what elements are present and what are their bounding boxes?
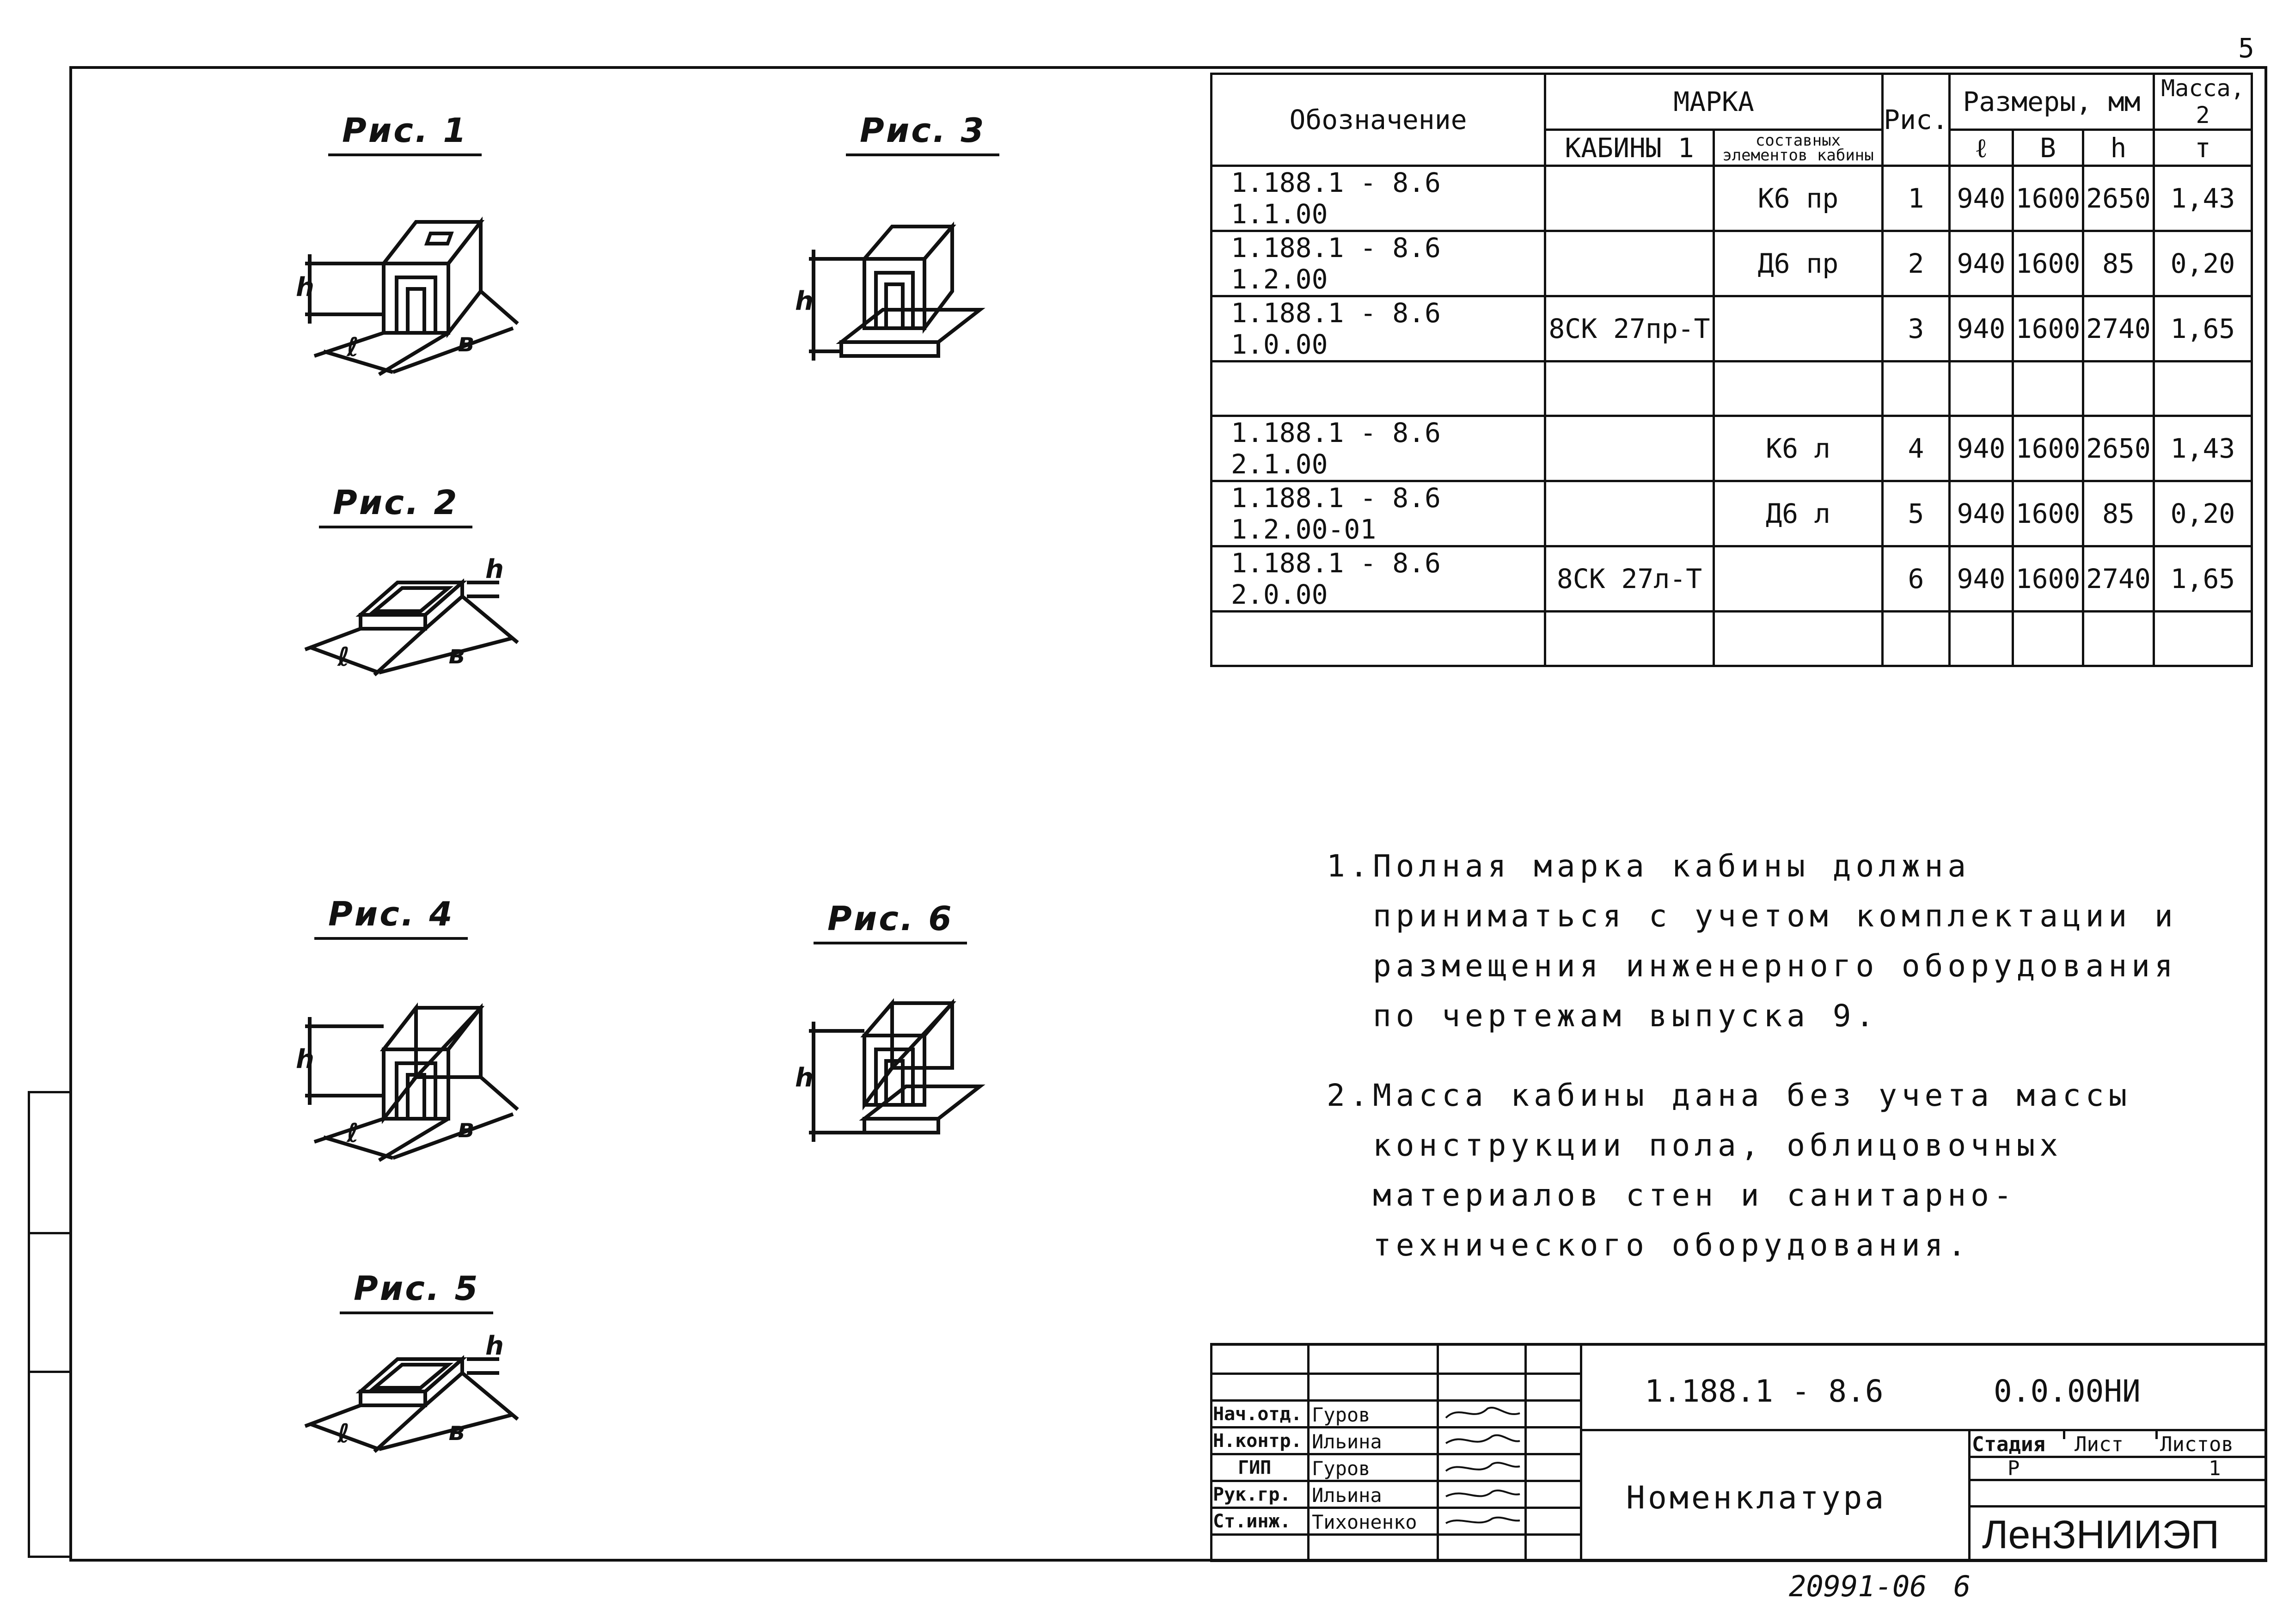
- cell-designation: 1.188.1 - 8.6 1.2.00-01: [1212, 481, 1545, 546]
- fig-5-dim-h: h: [485, 1331, 504, 1361]
- cell-h: 2740: [2083, 546, 2154, 612]
- archive-stamp: [1789, 1569, 1971, 1603]
- header-sizes: Размеры, мм: [1950, 74, 2154, 130]
- table-row: [1212, 296, 2252, 362]
- cell-h: [2083, 612, 2154, 666]
- cell-cabin: [1545, 481, 1714, 546]
- fig-4-cabin-drawing: [277, 989, 555, 1183]
- fig-5-label: Рис. 5: [340, 1269, 493, 1314]
- sheet-label: Лист: [2075, 1433, 2124, 1456]
- note-text: Полная марка кабины должна приниматься с учетом комплектации и размещения инженерного оборудования по чертежам выпуска 9.: [1373, 848, 2178, 1034]
- fig-1-label: Рис. 1: [328, 111, 482, 156]
- cell-designation: 1.188.1 - 8.6 2.1.00: [1212, 416, 1545, 481]
- title-block: [1210, 1343, 2267, 1562]
- note-number: 1.: [1327, 848, 1373, 884]
- cell-cabin: 8СК 27пр-Т: [1545, 296, 1714, 362]
- note-item: [1327, 841, 2228, 1041]
- binding-strip: [28, 1091, 69, 1558]
- header-h: h: [2083, 130, 2154, 166]
- cell-cabin: 8СК 27л-Т: [1545, 546, 1714, 612]
- fig-1-cabin-drawing: [277, 203, 555, 398]
- cell-fig: [1883, 362, 1950, 416]
- cell-fig: 5: [1883, 481, 1950, 546]
- cell-component: Д6 л: [1714, 481, 1883, 546]
- table-row: [1212, 166, 2252, 231]
- cell-component: К6 пр: [1714, 166, 1883, 231]
- cell-component: [1714, 546, 1883, 612]
- cell-l: 940: [1950, 481, 2013, 546]
- cell-component: [1714, 362, 1883, 416]
- fig-2-dim-l: ℓ: [337, 642, 350, 672]
- fig-2-label: Рис. 2: [319, 483, 472, 528]
- cell-fig: 2: [1883, 231, 1950, 296]
- fig-1-dim-h: h: [296, 272, 314, 302]
- header-designation: Обозначение: [1212, 74, 1545, 166]
- cell-h: 2650: [2083, 166, 2154, 231]
- staff-name-3: Ильина: [1312, 1484, 1382, 1507]
- archive-number-suffix: 6: [1953, 1569, 1971, 1603]
- staff-name-0: Гуров: [1312, 1403, 1371, 1426]
- cell-mass: 0,20: [2154, 481, 2252, 546]
- nomenclature-table: [1210, 73, 2253, 667]
- document-title: Номенклатура: [1626, 1480, 1887, 1516]
- fig-5-floor-drawing: [296, 1331, 555, 1484]
- fig-6-cabin-assembly-drawing: [786, 994, 1017, 1160]
- table-row: [1212, 231, 2252, 296]
- archive-number: 20991-06: [1789, 1569, 1927, 1603]
- cell-cabin: [1545, 612, 1714, 666]
- cell-b: 1600: [2013, 481, 2083, 546]
- note-item: [1327, 1071, 2228, 1270]
- header-b: В: [2013, 130, 2083, 166]
- organization-name: ЛенЗНИИЭП: [1982, 1513, 2220, 1557]
- cell-l: [1950, 612, 2013, 666]
- stage-value: Р: [2007, 1457, 2020, 1480]
- header-l: ℓ: [1950, 130, 2013, 166]
- table-row: [1212, 416, 2252, 481]
- staff-name-4: Тихоненко: [1312, 1511, 1417, 1533]
- cell-b: 1600: [2013, 296, 2083, 362]
- cell-b: 1600: [2013, 231, 2083, 296]
- fig-4-dim-b: в: [458, 1114, 474, 1144]
- header-components: составных элементов кабины: [1714, 130, 1883, 166]
- fig-1-dim-b: в: [458, 328, 474, 358]
- sheets-value: 1: [2209, 1457, 2221, 1480]
- cell-b: [2013, 362, 2083, 416]
- staff-name-2: Гуров: [1312, 1457, 1371, 1480]
- cell-mass: 1,43: [2154, 166, 2252, 231]
- cell-h: [2083, 362, 2154, 416]
- cell-designation: 1.188.1 - 8.6 1.1.00: [1212, 166, 1545, 231]
- staff-role-4: Ст.инж.: [1213, 1511, 1291, 1532]
- cell-h: 2740: [2083, 296, 2154, 362]
- cell-h: 85: [2083, 231, 2154, 296]
- notes: [1327, 841, 2228, 1300]
- cell-mass: [2154, 362, 2252, 416]
- fig-3-label: Рис. 3: [846, 111, 999, 156]
- note-number: 2.: [1327, 1078, 1373, 1113]
- cell-mass: 1,65: [2154, 296, 2252, 362]
- fig-4-dim-l: ℓ: [347, 1118, 359, 1148]
- cell-component: [1714, 296, 1883, 362]
- staff-role-3: Рук.гр.: [1213, 1484, 1291, 1505]
- header-marka: МАРКА: [1545, 74, 1883, 130]
- cell-l: 940: [1950, 296, 2013, 362]
- cell-mass: 1,65: [2154, 546, 2252, 612]
- sheets-label: Листов: [2160, 1433, 2234, 1456]
- stage-label: Стадия: [1972, 1433, 2045, 1456]
- cell-mass: [2154, 612, 2252, 666]
- header-fig: Рис.: [1883, 74, 1950, 166]
- cell-mass: 1,43: [2154, 416, 2252, 481]
- fig-3-dim-h: h: [795, 286, 814, 316]
- cell-fig: 3: [1883, 296, 1950, 362]
- table-row: [1212, 612, 2252, 666]
- fig-2-dim-b: в: [448, 640, 465, 670]
- fig-4-label: Рис. 4: [314, 895, 468, 940]
- cell-fig: 1: [1883, 166, 1950, 231]
- table-row: [1212, 481, 2252, 546]
- fig-5-dim-l: ℓ: [337, 1419, 350, 1449]
- cell-component: [1714, 612, 1883, 666]
- staff-name-1: Ильина: [1312, 1430, 1382, 1453]
- table-row: [1212, 546, 2252, 612]
- cell-cabin: [1545, 231, 1714, 296]
- cell-h: 2650: [2083, 416, 2154, 481]
- cell-b: 1600: [2013, 546, 2083, 612]
- fig-2-dim-h: h: [485, 554, 504, 584]
- cell-component: Д6 пр: [1714, 231, 1883, 296]
- cell-cabin: [1545, 416, 1714, 481]
- cell-cabin: [1545, 362, 1714, 416]
- cell-cabin: [1545, 166, 1714, 231]
- cell-fig: 4: [1883, 416, 1950, 481]
- cell-fig: [1883, 612, 1950, 666]
- cell-designation: [1212, 362, 1545, 416]
- cell-designation: 1.188.1 - 8.6 1.0.00: [1212, 296, 1545, 362]
- fig-3-cabin-assembly-drawing: [786, 217, 1017, 384]
- fig-4-dim-h: h: [296, 1044, 314, 1074]
- cell-b: [2013, 612, 2083, 666]
- cell-component: К6 л: [1714, 416, 1883, 481]
- cell-l: [1950, 362, 2013, 416]
- note-text: Масса кабины дана без учета массы конструкции пола, облицовочных материалов стен и санитарно-технического оборудования.: [1373, 1078, 2132, 1263]
- staff-role-0: Нач.отд.: [1213, 1403, 1302, 1425]
- page-number: 5: [2238, 32, 2254, 64]
- header-cabin: КАБИНЫ 1: [1545, 130, 1714, 166]
- cell-l: 940: [1950, 546, 2013, 612]
- header-mass-unit: т: [2154, 130, 2252, 166]
- fig-2-floor-drawing: [296, 554, 555, 707]
- cell-l: 940: [1950, 231, 2013, 296]
- table-row: [1212, 362, 2252, 416]
- cell-l: 940: [1950, 166, 2013, 231]
- staff-role-2: ГИП: [1238, 1457, 1272, 1478]
- cell-fig: 6: [1883, 546, 1950, 612]
- document-code: 1.188.1 - 8.6 0.0.00НИ: [1645, 1373, 2141, 1409]
- cell-designation: [1212, 612, 1545, 666]
- fig-5-dim-b: в: [448, 1416, 465, 1446]
- header-mass: Масса, 2: [2154, 74, 2252, 130]
- cell-designation: 1.188.1 - 8.6 1.2.00: [1212, 231, 1545, 296]
- fig-6-dim-h: h: [795, 1063, 814, 1093]
- fig-6-label: Рис. 6: [814, 899, 967, 944]
- signatures: [1437, 1399, 1524, 1533]
- staff-role-1: Н.контр.: [1213, 1430, 1302, 1452]
- cell-h: 85: [2083, 481, 2154, 546]
- fig-1-dim-l: ℓ: [347, 332, 359, 362]
- cell-mass: 0,20: [2154, 231, 2252, 296]
- cell-b: 1600: [2013, 416, 2083, 481]
- cell-l: 940: [1950, 416, 2013, 481]
- cell-b: 1600: [2013, 166, 2083, 231]
- cell-designation: 1.188.1 - 8.6 2.0.00: [1212, 546, 1545, 612]
